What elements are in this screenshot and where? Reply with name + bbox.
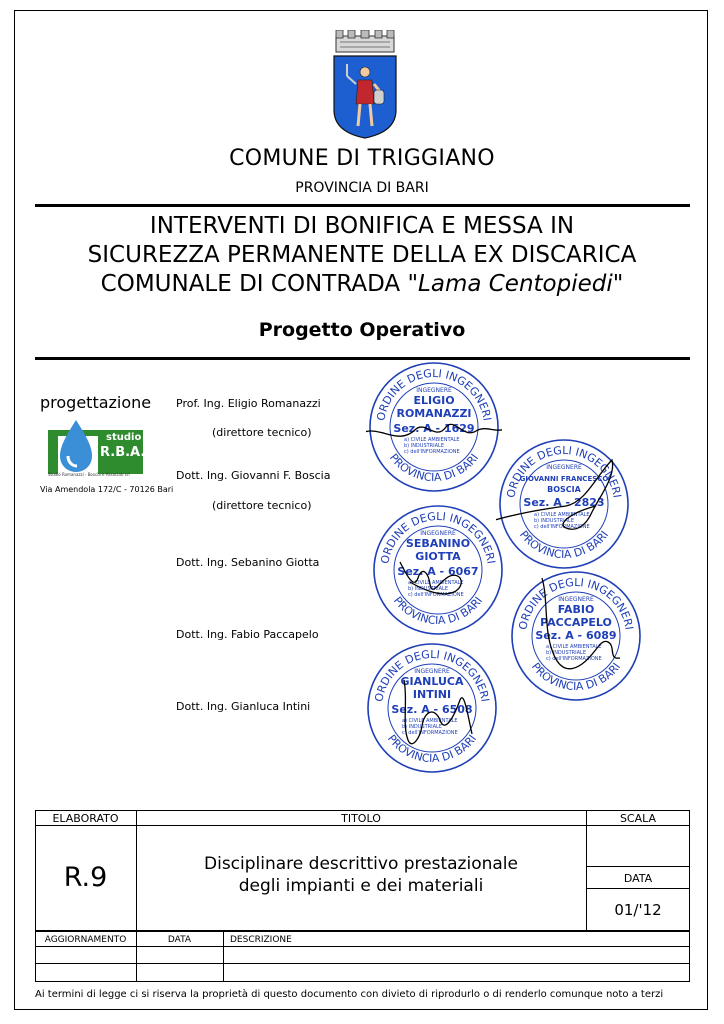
stamp-name2: PACCAPELO <box>540 616 612 629</box>
designer-name: Dott. Ing. Fabio Paccapelo <box>176 628 319 641</box>
legal-notice: Ai termini di legge ci si riserva la proprietà di questo documento con divieto di riprodurlo o di renderlo comunque noto a terzi <box>35 989 664 1000</box>
stamp-name1: FABIO <box>557 603 595 616</box>
project-title-line3-prefix: COMUNALE DI CONTRADA <box>100 271 408 297</box>
subtitle-divider <box>35 357 690 360</box>
stamp-sector: a) CIVILE AMBIENTALE <box>404 437 460 443</box>
stamp-sez: Sez. A - 1629 <box>393 422 475 435</box>
designer-name: Dott. Ing. Sebanino Giotta <box>176 556 320 569</box>
stamp-label: INGEGNERE <box>558 596 594 603</box>
stamp-sez: Sez. A - 2823 <box>523 496 605 509</box>
municipal-crest-logo <box>330 30 400 140</box>
project-title-line1: INTERVENTI DI BONIFICA E MESSA IN <box>149 213 575 239</box>
data-column-header: DATA <box>167 935 192 945</box>
stamp-name2: GIOTTA <box>415 550 461 563</box>
stamp-sector: b) INDUSTRIALE <box>402 724 442 730</box>
studio-address: Via Amendola 172/C - 70126 Bari <box>40 485 174 494</box>
document-title-line2: degli impianti e dei materiali <box>238 876 484 896</box>
logo-rba-text: R.B.A. <box>100 445 146 460</box>
table-rule <box>35 981 690 982</box>
data-value: 01/'12 <box>614 901 662 919</box>
stamp-sector: b) INDUSTRIALE <box>534 518 574 524</box>
stamp-sector: c) dell'INFORMAZIONE <box>408 592 464 598</box>
document-title <box>136 853 586 897</box>
data-header: DATA <box>623 872 653 885</box>
table-rule <box>223 932 224 981</box>
stamp-name1: ELIGIO <box>413 394 455 407</box>
designer-name: Dott. Ing. Giovanni F. Boscia <box>176 469 331 482</box>
table-rule <box>35 810 36 981</box>
document-title-line1: Disciplinare descrittivo prestazionale <box>204 854 518 874</box>
stamp-sez: Sez. A - 6508 <box>391 703 473 716</box>
stamp-arc-bottom: PROVINCIA DI BARI <box>390 594 486 628</box>
table-rule <box>689 810 690 981</box>
stamp-arc-bottom: PROVINCIA DI BARI <box>528 660 624 694</box>
header-divider <box>35 204 690 207</box>
elaborato-code: R.9 <box>63 862 108 893</box>
stamp-name1: GIANLUCA <box>400 675 464 688</box>
engineer-stamp <box>496 436 632 572</box>
progettazione-label: progettazione <box>40 393 152 412</box>
stamp-name2: INTINI <box>412 688 452 701</box>
designer-role: (direttore tecnico) <box>212 499 312 512</box>
titolo-header: TITOLO <box>341 812 381 825</box>
stamp-sector: b) INDUSTRIALE <box>408 586 448 592</box>
descrizione-header: DESCRIZIONE <box>230 935 292 945</box>
stamp-name1: SEBANINO <box>405 537 471 550</box>
table-rule <box>586 866 690 867</box>
document-subtitle: Progetto Operativo <box>258 319 466 341</box>
stamp-sector: a) CIVILE AMBIENTALE <box>402 718 458 724</box>
stamp-sector: a) CIVILE AMBIENTALE <box>546 644 602 650</box>
stamp-label: INGEGNERE <box>420 530 456 537</box>
table-rule <box>586 888 690 889</box>
logo-studio-text: studio <box>106 432 142 443</box>
stamp-label: INGEGNERE <box>546 464 582 471</box>
project-title-line3-italic: "Lama Centopiedi" <box>407 271 624 297</box>
stamp-arc-bottom: PROVINCIA DI BARI <box>384 732 480 766</box>
studio-rba-logo <box>48 418 146 480</box>
engineer-stamp <box>370 502 506 638</box>
project-title-line3 <box>40 270 684 299</box>
stamp-sector: b) INDUSTRIALE <box>404 443 444 449</box>
table-rule <box>35 930 690 932</box>
stamp-arc-top: ORDINE DEGLI INGEGNERI <box>374 366 494 422</box>
engineer-stamp <box>508 568 644 704</box>
stamp-arc-bottom: PROVINCIA DI BARI <box>516 528 612 562</box>
designer-name: Prof. Ing. Eligio Romanazzi <box>176 397 321 410</box>
stamp-arc-top: ORDINE DEGLI INGEGNERI <box>504 443 624 499</box>
elaborato-header: ELABORATO <box>52 812 119 825</box>
stamp-name2: ROMANAZZI <box>396 407 472 420</box>
table-rule <box>35 825 690 826</box>
stamp-arc-bottom: PROVINCIA DI BARI <box>386 451 482 485</box>
designer-role: (direttore tecnico) <box>212 426 312 439</box>
engineer-stamp <box>364 640 500 776</box>
stamp-label: INGEGNERE <box>414 668 450 675</box>
stamp-sector: c) dell'INFORMAZIONE <box>546 656 602 662</box>
stamp-sez: Sez. A - 6089 <box>535 629 617 642</box>
project-title <box>40 212 684 299</box>
comune-title: COMUNE DI TRIGGIANO <box>229 146 495 171</box>
provincia-subtitle: PROVINCIA DI BARI <box>295 180 429 196</box>
aggiornamento-header: AGGIORNAMENTO <box>44 935 127 945</box>
stamp-sector: c) dell'INFORMAZIONE <box>404 449 460 455</box>
logo-caption: Studio Romanazzi - Boscia e Associati srl <box>48 472 130 477</box>
engineer-stamp <box>366 359 502 495</box>
scala-header: SCALA <box>619 812 657 825</box>
stamp-label: INGEGNERE <box>416 387 452 394</box>
stamp-sector: c) dell'INFORMAZIONE <box>534 524 590 530</box>
table-rule <box>35 946 690 947</box>
stamp-arc-top: ORDINE DEGLI INGEGNERI <box>378 509 498 565</box>
stamp-sector: b) INDUSTRIALE <box>546 650 586 656</box>
stamp-sector: a) CIVILE AMBIENTALE <box>534 512 590 518</box>
stamp-arc-top: ORDINE DEGLI INGEGNERI <box>516 575 636 631</box>
designer-name: Dott. Ing. Gianluca Intini <box>176 700 311 713</box>
crest-crown <box>336 30 394 52</box>
stamp-arc-top: ORDINE DEGLI INGEGNERI <box>372 647 492 703</box>
table-rule <box>35 810 690 811</box>
stamp-sector: c) dell'INFORMAZIONE <box>402 730 458 736</box>
project-title-line2: SICUREZZA PERMANENTE DELLA EX DISCARICA <box>87 242 637 268</box>
table-rule <box>35 963 690 964</box>
stamp-sector: a) CIVILE AMBIENTALE <box>408 580 464 586</box>
stamp-sez: Sez. A - 6067 <box>397 565 479 578</box>
stamp-name1: GIOVANNI FRANCESCO <box>519 475 609 483</box>
stamp-name2: BOSCIA <box>547 485 581 494</box>
